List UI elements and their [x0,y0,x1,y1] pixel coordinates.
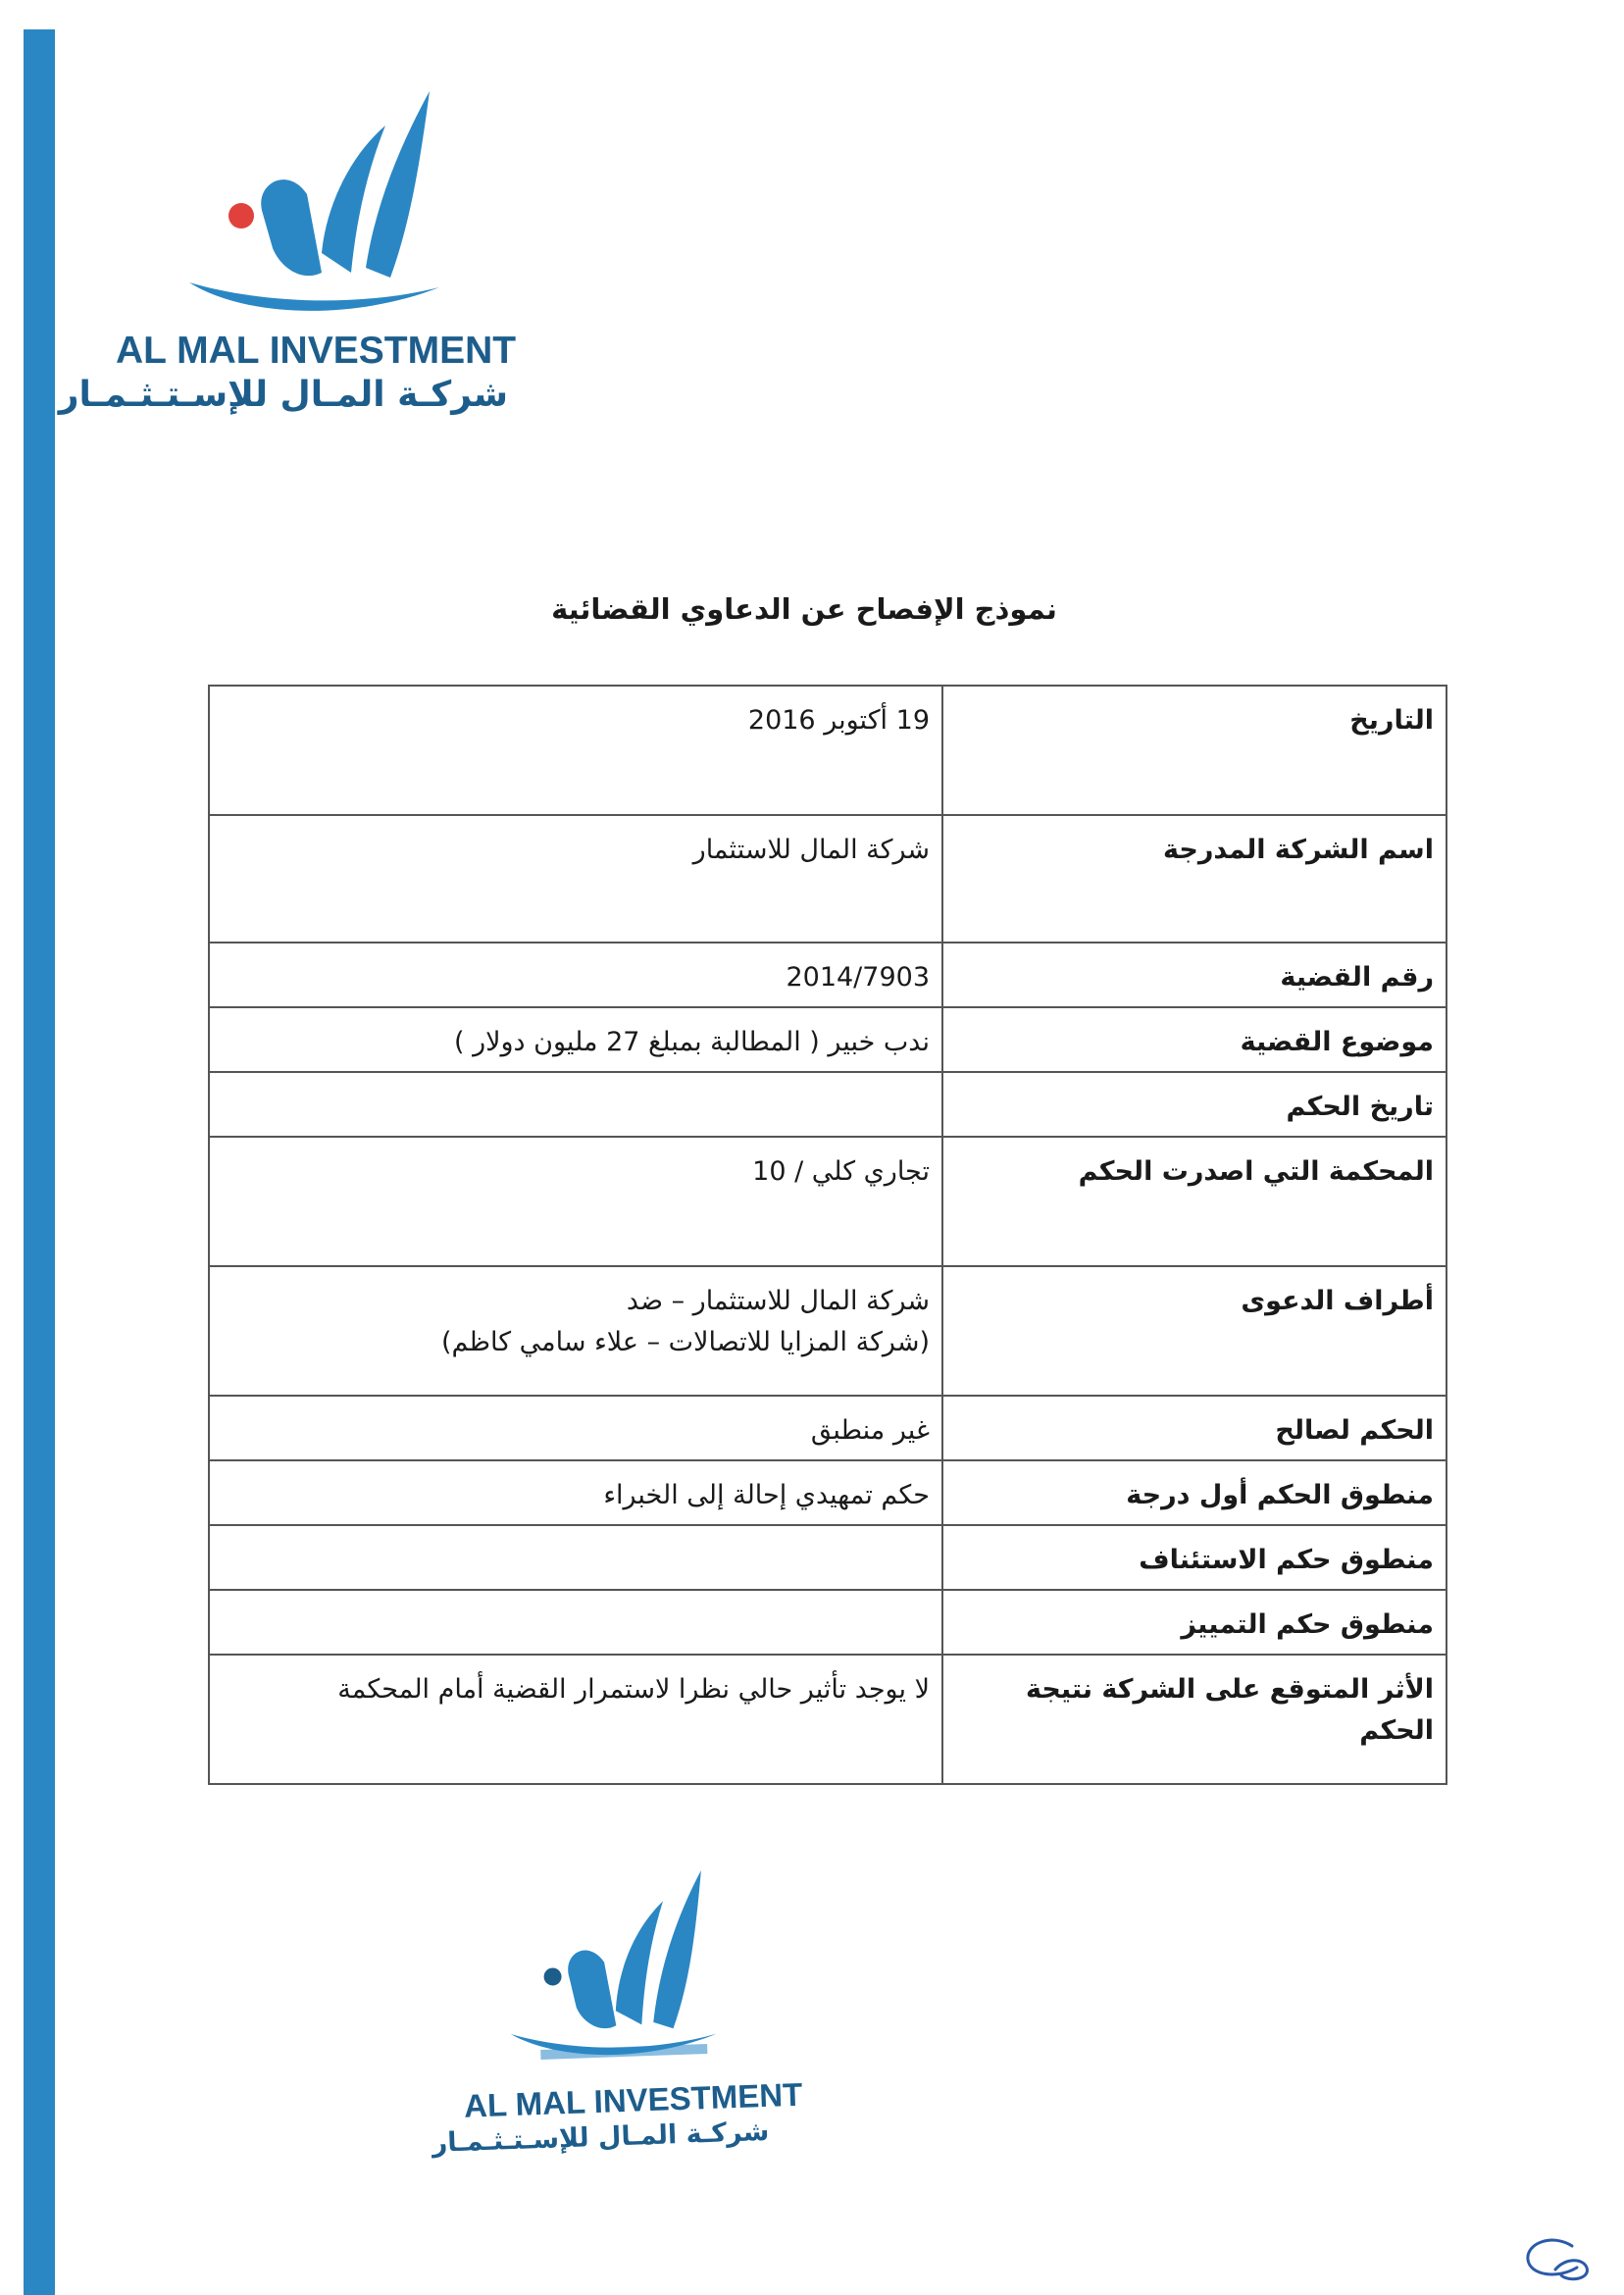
logo-mark-icon [456,1863,777,2085]
table-row [209,1137,1446,1266]
table-row [209,1266,1446,1396]
table-row [209,815,1446,943]
row-value [209,1655,942,1784]
value-line: شركة المال للاستثمار – ضد [626,1286,930,1316]
value-line: تجاري كلي / 10 [752,1156,930,1187]
value-line: غير منطبق [810,1415,930,1446]
value-line: 19 أكتوبر 2016 [747,705,930,736]
table-row [209,1072,1446,1137]
table-row [209,943,1446,1007]
row-value [209,1266,942,1396]
row-label: اسم الشركة المدرجة [942,815,1446,943]
logo-english-name: AL MAL INVESTMENT [116,330,517,372]
value-line: لا يوجد تأثير حالي نظرا لاستمرار القضية أمام المحكمة [337,1674,930,1705]
signature-initials-icon [1518,2228,1597,2287]
table-row [209,686,1446,815]
row-value [209,1460,942,1525]
disclosure-table [208,685,1447,1785]
value-line: ندب خبير ( المطالبة بمبلغ 27 مليون دولار ) [453,1027,930,1057]
row-value [209,943,942,1007]
row-value [209,1525,942,1590]
value-line: (شركة المزايا للاتصالات – علاء سامي كاظم) [441,1326,930,1357]
row-value [209,815,942,943]
table-row [209,1590,1446,1655]
logo-mark-icon [116,86,508,332]
row-label: أطراف الدعوى [942,1266,1446,1396]
row-label: الأثر المتوقع على الشركة نتيجة الحكم [942,1655,1446,1784]
logo-english-name: AL MAL INVESTMENT [463,2075,803,2124]
row-label: تاريخ الحكم [942,1072,1446,1137]
table-row [209,1460,1446,1525]
row-value [209,1007,942,1072]
page-title: نموذج الإفصاح عن الدعاوي القضائية [551,592,1057,626]
row-label: منطوق حكم الاستئناف [942,1525,1446,1590]
company-logo-header [58,86,518,420]
row-value [209,1137,942,1266]
row-label: موضوع القضية [942,1007,1446,1072]
company-logo-stamp [431,1862,803,2168]
row-label: رقم القضية [942,943,1446,1007]
table-row [209,1655,1446,1784]
row-value [209,1590,942,1655]
row-label: الحكم لصالح [942,1396,1446,1460]
value-line: 2014/7903 [786,962,930,993]
side-color-bar [24,29,55,2295]
row-label: منطوق الحكم أول درجة [942,1460,1446,1525]
row-value [209,1396,942,1460]
row-value [209,686,942,815]
logo-arabic-name: شركـة المـال للإسـتـثـمـار [431,2116,770,2159]
value-line: حكم تمهيدي إحالة إلى الخبراء [603,1480,930,1510]
row-value [209,1072,942,1137]
value-line: شركة المال للاستثمار [692,835,930,865]
row-label: المحكمة التي اصدرت الحكم [942,1137,1446,1266]
table-row [209,1396,1446,1460]
logo-arabic-name: شركـة المـال للإسـتـثـمـار [58,375,508,415]
table-row [209,1007,1446,1072]
row-label: التاريخ [942,686,1446,815]
row-label: منطوق حكم التمييز [942,1590,1446,1655]
table-row [209,1525,1446,1590]
